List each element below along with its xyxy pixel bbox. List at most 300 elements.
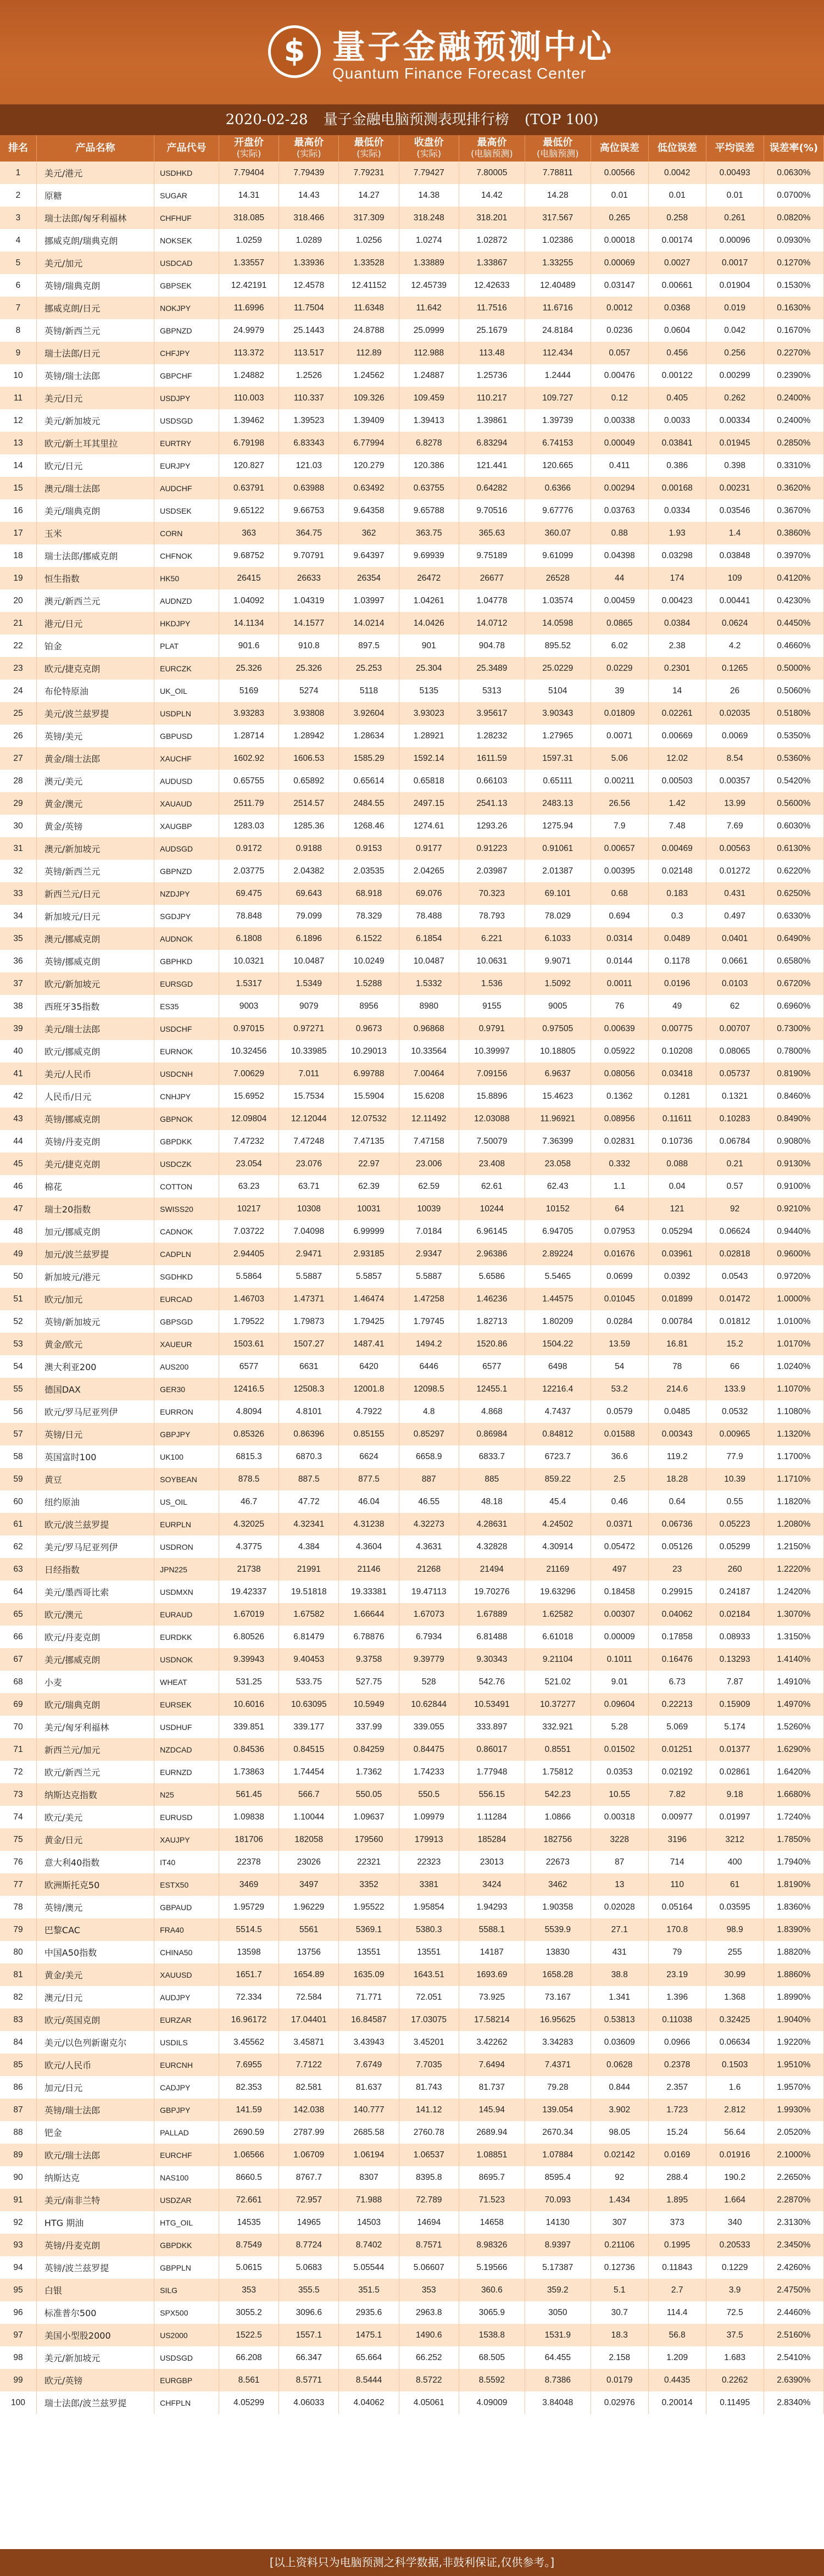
table-cell: XAUUSD [154, 1963, 219, 1986]
table-cell: NZDJPY [154, 882, 219, 905]
table-cell: 7.50079 [459, 1130, 525, 1153]
table-cell: 9.65788 [399, 499, 459, 522]
table-cell: 1.3150% [764, 1626, 823, 1648]
table-cell: 2.04382 [279, 860, 339, 882]
table-cell: 26677 [459, 567, 525, 589]
table-cell: 0.00476 [591, 364, 648, 387]
table-cell: 0.01 [648, 184, 706, 207]
ranking-table [0, 135, 824, 2414]
table-cell: 64.455 [525, 2346, 591, 2369]
table-cell: 550.5 [399, 1783, 459, 1806]
table-cell: 21268 [399, 1558, 459, 1581]
table-cell: 83 [0, 2008, 36, 2031]
table-cell: 119.2 [648, 1445, 706, 1468]
table-cell: 7.79231 [339, 162, 399, 184]
table-cell: 5588.1 [459, 1918, 525, 1941]
table-cell: 0.00307 [591, 1603, 648, 1626]
table-cell: 5.05544 [339, 2256, 399, 2279]
table-cell: 0.1011 [591, 1648, 648, 1671]
table-cell: 23.058 [525, 1153, 591, 1175]
table-cell: GBPSEK [154, 274, 219, 297]
table-cell: 81 [0, 1963, 36, 1986]
table-cell: 0.03961 [648, 1243, 706, 1265]
table-cell: 9.40453 [279, 1648, 339, 1671]
table-cell: 2.96386 [459, 1243, 525, 1265]
table-cell: 7.80005 [459, 162, 525, 184]
table-cell: 0.65892 [279, 770, 339, 792]
table-cell: 26472 [399, 567, 459, 589]
table-cell: 7.36399 [525, 1130, 591, 1153]
table-cell: AUDSGD [154, 837, 219, 860]
table-cell: 0.00049 [591, 432, 648, 454]
table-cell: 原糖 [36, 184, 154, 207]
table-cell: 55 [0, 1378, 36, 1400]
table-cell: 3.45871 [279, 2031, 339, 2054]
table-row [0, 1513, 824, 1535]
table-cell: NOKSEK [154, 229, 219, 252]
table-cell: 0.63791 [219, 477, 279, 499]
table-cell: 7.87 [706, 1671, 764, 1693]
table-cell: 14.0426 [399, 612, 459, 635]
table-cell: 5539.9 [525, 1918, 591, 1941]
table-cell: 61 [706, 1873, 764, 1896]
table-cell: 意大利40指数 [36, 1851, 154, 1873]
table-cell: 1643.51 [399, 1963, 459, 1986]
table-cell: 2483.13 [525, 792, 591, 815]
table-cell: 528 [399, 1671, 459, 1693]
table-row [0, 2324, 824, 2346]
table-cell: 0.00775 [648, 1017, 706, 1040]
table-cell: 70.093 [525, 2189, 591, 2211]
table-cell: 英镑/美元 [36, 725, 154, 747]
table-cell: 26528 [525, 567, 591, 589]
table-cell: 84 [0, 2031, 36, 2054]
table-cell: 9.3758 [339, 1648, 399, 1671]
table-cell: 7.7122 [279, 2054, 339, 2076]
table-cell: 10.6016 [219, 1693, 279, 1716]
table-cell: CHFNOK [154, 544, 219, 567]
table-cell: 欧元/瑞典克朗 [36, 1693, 154, 1716]
table-cell: 0.03298 [648, 544, 706, 567]
table-cell: 小麦 [36, 1671, 154, 1693]
table-cell: 1.33528 [339, 252, 399, 274]
table-row [0, 1738, 824, 1761]
table-cell: 887.5 [279, 1468, 339, 1490]
table-cell: 72.5 [706, 2301, 764, 2324]
table-cell: 1538.8 [459, 2324, 525, 2346]
table-cell: 14.31 [219, 184, 279, 207]
table-cell: GBPSGD [154, 1310, 219, 1333]
table-cell: GBPNZD [154, 319, 219, 342]
table-cell: 18.28 [648, 1468, 706, 1490]
table-cell: 3.45201 [399, 2031, 459, 2054]
table-cell: 0.0699 [591, 1265, 648, 1288]
table-cell: 214.6 [648, 1378, 706, 1400]
table-cell: 14.0712 [459, 612, 525, 635]
table-cell: JPN225 [154, 1558, 219, 1581]
table-cell: XAUAUD [154, 792, 219, 815]
table-cell: 0.18458 [591, 1581, 648, 1603]
table-cell: 1.2220% [764, 1558, 823, 1581]
table-cell: 7.04098 [279, 1220, 339, 1243]
table-cell: 50 [0, 1265, 36, 1288]
table-cell: 8.54 [706, 747, 764, 770]
table-cell: 2.03775 [219, 860, 279, 882]
table-cell: 533.75 [279, 1671, 339, 1693]
table-cell: 1.46236 [459, 1288, 525, 1310]
table-cell: 12508.3 [279, 1378, 339, 1400]
table-cell: 英镑/丹麦克朗 [36, 2234, 154, 2256]
table-cell: 12.09804 [219, 1108, 279, 1130]
table-row [0, 162, 824, 184]
table-cell: 19.63296 [525, 1581, 591, 1603]
table-cell: 1.11284 [459, 1806, 525, 1828]
table-cell: 0.05472 [591, 1535, 648, 1558]
table-cell: 欧元/英镑 [36, 2369, 154, 2391]
table-cell: 54 [0, 1355, 36, 1378]
table-cell: GBPUSD [154, 725, 219, 747]
table-cell: 0.01997 [706, 1806, 764, 1828]
table-cell: 0.03841 [648, 432, 706, 454]
table-cell: 71.988 [339, 2189, 399, 2211]
table-cell: 10.0321 [219, 950, 279, 972]
table-cell: 0.97505 [525, 1017, 591, 1040]
table-cell: 0.06634 [706, 2031, 764, 2054]
table-cell: 0.01904 [706, 274, 764, 297]
table-row [0, 1062, 824, 1085]
table-cell: 美元/新加坡元 [36, 2346, 154, 2369]
table-cell: 0.84515 [279, 1738, 339, 1761]
table-cell: 10.63095 [279, 1693, 339, 1716]
table-cell: USDHKD [154, 162, 219, 184]
table-cell: 0.00343 [648, 1423, 706, 1445]
table-cell: 318.085 [219, 207, 279, 229]
report-title: 量子金融电脑预测表现排行榜 [323, 112, 509, 128]
table-cell: 0.332 [591, 1153, 648, 1175]
table-cell: 170.8 [648, 1918, 706, 1941]
table-row [0, 1333, 824, 1355]
table-cell: 91 [0, 2189, 36, 2211]
table-cell: 527.75 [339, 1671, 399, 1693]
col-low-err: 低位误差 [648, 135, 706, 162]
table-row [0, 567, 824, 589]
table-cell: 1.0256 [339, 229, 399, 252]
table-cell: 6.221 [459, 927, 525, 950]
table-cell: 纳斯达克指数 [36, 1783, 154, 1806]
table-cell: US2000 [154, 2324, 219, 2346]
table-cell: 0.97015 [219, 1017, 279, 1040]
table-cell: 69.101 [525, 882, 591, 905]
table-cell: 6577 [459, 1355, 525, 1378]
table-cell: 27.1 [591, 1918, 648, 1941]
table-cell: AUDUSD [154, 770, 219, 792]
table-cell: 121.441 [459, 454, 525, 477]
table-cell: 1.79425 [339, 1310, 399, 1333]
table-cell: 113.48 [459, 342, 525, 364]
table-cell: 7.79404 [219, 162, 279, 184]
table-cell: 2 [0, 184, 36, 207]
table-cell: 28 [0, 770, 36, 792]
table-cell: 885 [459, 1468, 525, 1490]
table-cell: 1.0259 [219, 229, 279, 252]
table-cell: 美元/以色列新谢克尔 [36, 2031, 154, 2054]
table-cell: 6624 [339, 1445, 399, 1468]
table-cell: N25 [154, 1783, 219, 1806]
table-cell: 欧元/新土耳其里拉 [36, 432, 154, 454]
table-cell: 0.02861 [706, 1761, 764, 1783]
table-cell: 澳元/日元 [36, 1986, 154, 2008]
table-cell: GBPPLN [154, 2256, 219, 2279]
table-cell: 4.7437 [525, 1400, 591, 1423]
table-cell: AUS200 [154, 1355, 219, 1378]
table-cell: 0.03763 [591, 499, 648, 522]
table-cell: 4.8101 [279, 1400, 339, 1423]
table-cell: 1.47258 [399, 1288, 459, 1310]
table-cell: 1.1710% [764, 1468, 823, 1490]
table-cell: 0.12 [591, 387, 648, 409]
table-cell: 6.81488 [459, 1626, 525, 1648]
table-cell: 0.01945 [706, 432, 764, 454]
table-cell: 0.3970% [764, 544, 823, 567]
table-cell: 10.55 [591, 1783, 648, 1806]
table-cell: 0.91061 [525, 837, 591, 860]
table-cell: 9.01 [591, 1671, 648, 1693]
table-cell: 70 [0, 1716, 36, 1738]
table-cell: 1.04319 [279, 589, 339, 612]
table-cell: 1.06194 [339, 2144, 399, 2166]
table-cell: 0.10208 [648, 1040, 706, 1062]
table-cell: 7.47248 [279, 1130, 339, 1153]
table-cell: 6.1808 [219, 927, 279, 950]
table-cell: 6.8278 [399, 432, 459, 454]
table-cell: 8.9397 [525, 2234, 591, 2256]
table-cell: 1.04261 [399, 589, 459, 612]
table-cell: 1.93 [648, 522, 706, 544]
table-cell: 0.0236 [591, 319, 648, 342]
table-cell: 9.64397 [339, 544, 399, 567]
table-row [0, 792, 824, 815]
table-cell: 47 [0, 1198, 36, 1220]
table-cell: 337.99 [339, 1716, 399, 1738]
table-cell: 33 [0, 882, 36, 905]
table-cell: 1.5332 [399, 972, 459, 995]
table-cell: 6577 [219, 1355, 279, 1378]
table-cell: 1.39523 [279, 409, 339, 432]
table-cell: 14.43 [279, 184, 339, 207]
col-avg-err: 平均误差 [706, 135, 764, 162]
table-cell: 73.167 [525, 1986, 591, 2008]
table-row [0, 274, 824, 297]
table-cell: 0.9720% [764, 1265, 823, 1288]
table-cell: 895.52 [525, 635, 591, 657]
table-cell: 1.0866 [525, 1806, 591, 1828]
table-cell: 0.63492 [339, 477, 399, 499]
table-cell: 0.6490% [764, 927, 823, 950]
table-cell: 新加坡元/日元 [36, 905, 154, 927]
table-cell: 78.848 [219, 905, 279, 927]
table-cell: 0.00395 [591, 860, 648, 882]
table-cell: 19.51818 [279, 1581, 339, 1603]
table-cell: 15.6208 [399, 1085, 459, 1108]
table-cell: 10.39 [706, 1468, 764, 1490]
table-cell: 1.0240% [764, 1355, 823, 1378]
table-cell: 0.0579 [591, 1400, 648, 1423]
table-cell: 2.2870% [764, 2189, 823, 2211]
table-cell: 7.00629 [219, 1062, 279, 1085]
table-cell: 14.1577 [279, 612, 339, 635]
table-cell: 0.256 [706, 342, 764, 364]
col-low: 最低价 (实际) [339, 135, 399, 162]
table-cell: 13756 [279, 1941, 339, 1963]
table-cell: 46.55 [399, 1490, 459, 1513]
table-cell: 1.04092 [219, 589, 279, 612]
table-cell: 黄金/美元 [36, 1963, 154, 1986]
table-cell: 0.00174 [648, 229, 706, 252]
table-cell: 0.00459 [591, 589, 648, 612]
table-cell: 431 [591, 1941, 648, 1963]
table-cell: 15.7534 [279, 1085, 339, 1108]
table-cell: PALLAD [154, 2121, 219, 2144]
table-cell: 0.01377 [706, 1738, 764, 1761]
table-cell: 9.39943 [219, 1648, 279, 1671]
table-cell: 0.9791 [459, 1017, 525, 1040]
table-cell: 1.8360% [764, 1896, 823, 1918]
table-cell: 14187 [459, 1941, 525, 1963]
table-cell: 7.82 [648, 1783, 706, 1806]
table-cell: 11.6996 [219, 297, 279, 319]
table-row [0, 702, 824, 725]
table-cell: 23.076 [279, 1153, 339, 1175]
table-row [0, 2211, 824, 2234]
table-cell: 1.09979 [399, 1806, 459, 1828]
table-cell: 0.9172 [219, 837, 279, 860]
table-cell: 0.86017 [459, 1738, 525, 1761]
table-cell: 7.0184 [399, 1220, 459, 1243]
table-cell: 82.353 [219, 2076, 279, 2099]
table-cell: 14.28 [525, 184, 591, 207]
table-cell: 8.7571 [399, 2234, 459, 2256]
table-cell: 0.9600% [764, 1243, 823, 1265]
table-row [0, 1130, 824, 1153]
table-cell: 4.32828 [459, 1535, 525, 1558]
table-cell: 14130 [525, 2211, 591, 2234]
table-cell: 48 [0, 1220, 36, 1243]
table-cell: 英镑/挪威克朗 [36, 950, 154, 972]
table-row [0, 2369, 824, 2391]
table-cell: 2690.59 [219, 2121, 279, 2144]
table-cell: 73 [0, 1783, 36, 1806]
table-cell: 71.771 [339, 1986, 399, 2008]
table-cell: 0.66103 [459, 770, 525, 792]
table-cell: EURRON [154, 1400, 219, 1423]
table-cell: 0.10283 [706, 1108, 764, 1130]
table-cell: 878.5 [219, 1468, 279, 1490]
table-cell: 0.01809 [591, 702, 648, 725]
table-cell: 4.32341 [279, 1513, 339, 1535]
table-cell: 363.75 [399, 522, 459, 544]
table-cell: 60 [0, 1490, 36, 1513]
table-cell: 67 [0, 1648, 36, 1671]
table-cell: 瑞士法郎/波兰兹罗提 [36, 2391, 154, 2414]
table-cell: 23026 [279, 1851, 339, 1873]
table-cell: 0.00639 [591, 1017, 648, 1040]
table-cell: 15.6952 [219, 1085, 279, 1108]
table-cell: 美元/新加坡元 [36, 409, 154, 432]
table-cell: 0.0314 [591, 927, 648, 950]
table-cell: 2.7 [648, 2279, 706, 2301]
table-cell: 3424 [459, 1873, 525, 1896]
table-cell: 5118 [339, 680, 399, 702]
table-cell: 1.723 [648, 2099, 706, 2121]
table-cell: 13551 [399, 1941, 459, 1963]
table-cell: 0.00707 [706, 1017, 764, 1040]
table-cell: 5 [0, 252, 36, 274]
table-cell: 0.431 [706, 882, 764, 905]
table-cell: 4.04062 [339, 2391, 399, 2414]
table-row [0, 2346, 824, 2369]
table-cell: PLAT [154, 635, 219, 657]
table-cell: 中国A50指数 [36, 1941, 154, 1963]
table-cell: 加元/挪威克朗 [36, 1220, 154, 1243]
table-cell: 7.00464 [399, 1062, 459, 1085]
table-cell: 7.09156 [459, 1062, 525, 1085]
table-cell: 12.40489 [525, 274, 591, 297]
table-cell: 7.47232 [219, 1130, 279, 1153]
table-cell: 0.08056 [591, 1062, 648, 1085]
table-cell: 美元/墨西哥比索 [36, 1581, 154, 1603]
table-cell: 62 [0, 1535, 36, 1558]
table-cell: 0.0368 [648, 297, 706, 319]
table-cell: 288.4 [648, 2166, 706, 2189]
table-cell: 0.0017 [706, 252, 764, 274]
table-cell: 0.63755 [399, 477, 459, 499]
table-cell: 6.1522 [339, 927, 399, 950]
table-cell: 8595.4 [525, 2166, 591, 2189]
table-cell: 24.8184 [525, 319, 591, 342]
table-cell: 9.64358 [339, 499, 399, 522]
table-row [0, 1243, 824, 1265]
table-row [0, 1108, 824, 1130]
table-row [0, 319, 824, 342]
table-cell: 14.1134 [219, 612, 279, 635]
table-cell: 英镑/波兰兹罗提 [36, 2256, 154, 2279]
table-cell: 0.386 [648, 454, 706, 477]
table-cell: 2.9471 [279, 1243, 339, 1265]
table-cell: 5.5465 [525, 1265, 591, 1288]
table-cell: 1.664 [706, 2189, 764, 2211]
table-cell: 110 [648, 1873, 706, 1896]
table-cell: 64 [0, 1581, 36, 1603]
table-cell: 81.737 [459, 2076, 525, 2099]
table-cell: 5369.1 [339, 1918, 399, 1941]
table-cell: 英镑/挪威克朗 [36, 1108, 154, 1130]
table-row [0, 2054, 824, 2076]
table-cell: 3196 [648, 1828, 706, 1851]
table-cell: 0.00661 [648, 274, 706, 297]
table-cell: 36 [0, 950, 36, 972]
table-cell: 10.0487 [279, 950, 339, 972]
table-cell: 1.6680% [764, 1783, 823, 1806]
table-cell: 0.6960% [764, 995, 823, 1017]
table-cell: 3055.2 [219, 2301, 279, 2324]
table-cell: 美元/挪威克朗 [36, 1648, 154, 1671]
table-cell: 1507.27 [279, 1333, 339, 1355]
table-cell: 521.02 [525, 1671, 591, 1693]
table-cell: 1.6 [706, 2076, 764, 2099]
table-cell: 46 [0, 1175, 36, 1198]
table-cell: 0.456 [648, 342, 706, 364]
table-cell: 0.1995 [648, 2234, 706, 2256]
